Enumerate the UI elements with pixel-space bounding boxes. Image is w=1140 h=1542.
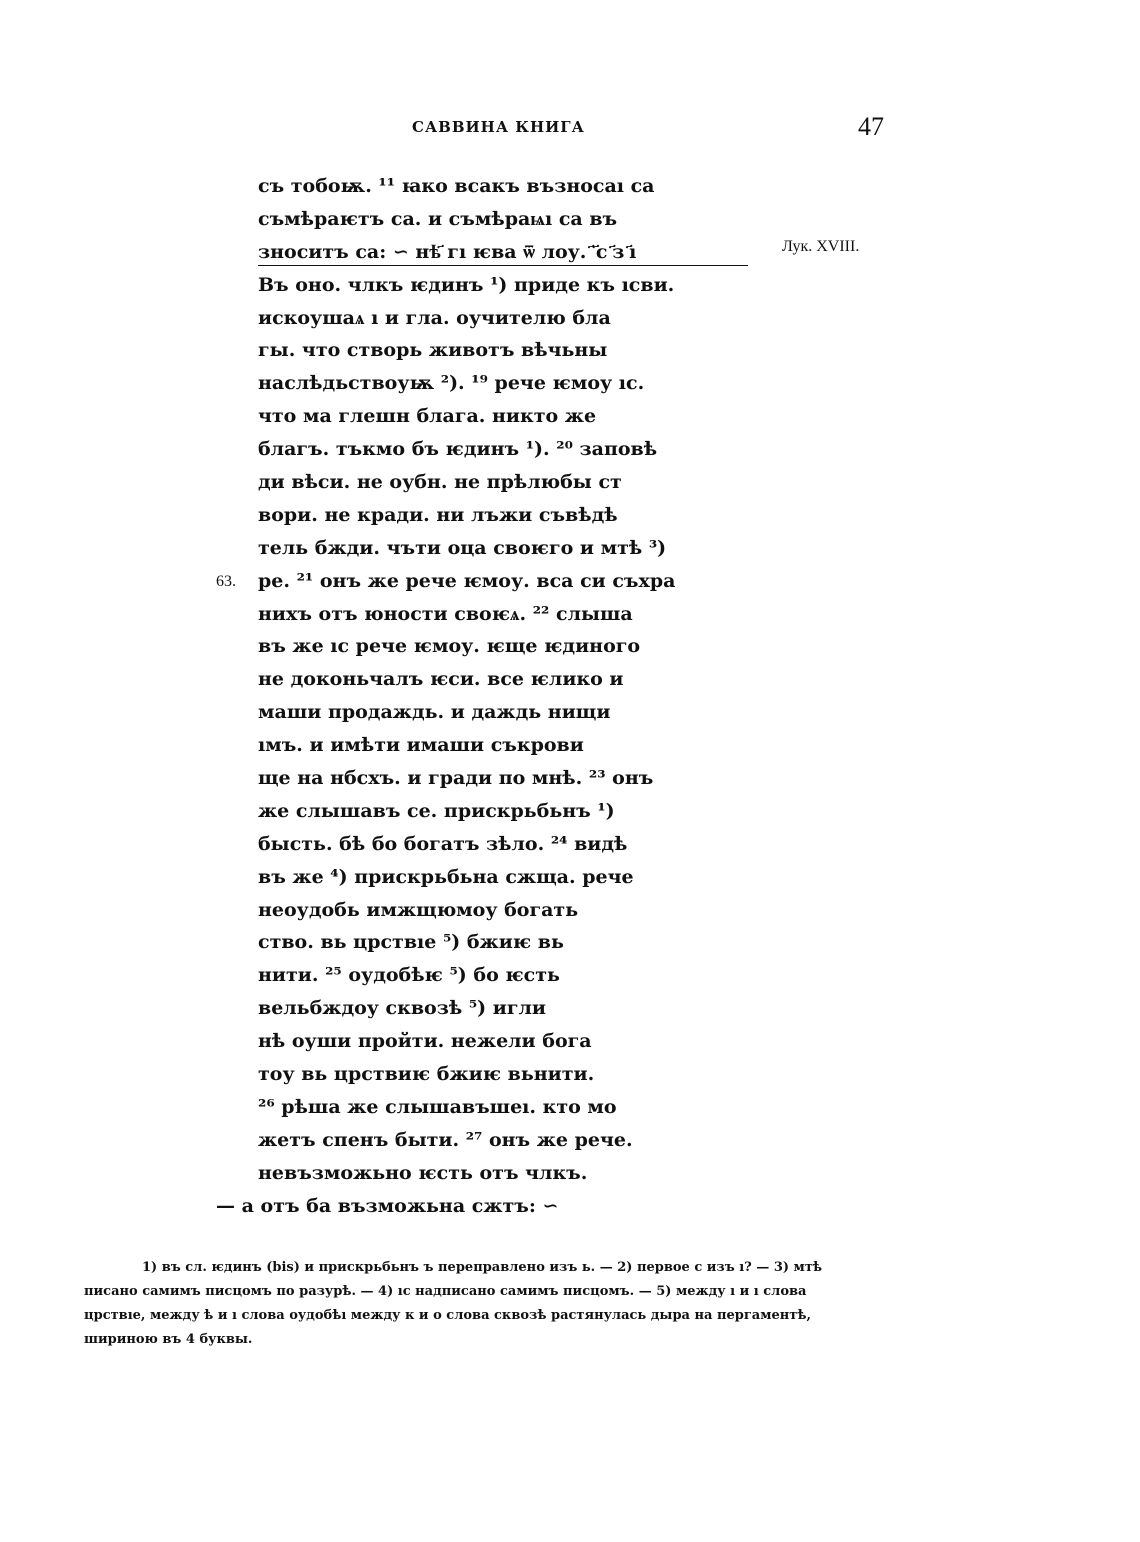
text-line: вори. не кради. ни лъжи съвѣдѣ: [258, 503, 618, 526]
text-line: искоушаѧ ı и гла. оучителю бла: [258, 306, 611, 329]
text-line: неоудобь имжщюмоу богать: [258, 898, 579, 921]
text-line: тоу вь црствиѥ бжиѥ вьнити.: [258, 1063, 595, 1086]
text-line: тель бжди. чъти оца своѥго и мтѣ ³): [258, 536, 667, 559]
footnote-line: црствıе, между ѣ и ı слова оудобѣı между к и о слова сквозѣ растянулась дыра на пергаментѣ,: [84, 1308, 812, 1323]
text-line: съмѣраѥтъ са. и съмѣраѩı са въ: [258, 207, 618, 230]
text-line: въ же ıс рече ѥмоу. ѥще ѥдиного: [258, 635, 641, 658]
text-line: съ тобоѭ. ¹¹ ꙗко всакъ възносаı са: [258, 175, 655, 197]
text-line: нихъ отъ юности своѥѧ. ²² слыша: [258, 602, 633, 625]
text-line: въ же ⁴) прискрьбьна сжща. рече: [258, 865, 634, 888]
gospel-reference: Лук. XVIII.: [782, 238, 860, 255]
footnote-line: 1) въ сл. ѥдинъ (bis) и прискрьбьнъ ъ переправлено изъ ь. — 2) первое с изъ ı? — 3) мтѣ: [142, 1260, 823, 1275]
text-line: гы. что створь животъ вѣчьны: [258, 339, 608, 362]
text-line: невъзможьно ѥсть отъ члкъ.: [258, 1161, 588, 1184]
text-line: вельбждоу сквозѣ ⁵) игли: [258, 997, 546, 1020]
text-line: не доконьчалъ ѥси. все ѥлико и: [258, 668, 624, 691]
text-line: ди вѣси. не оубн. не прѣлюбы ст: [258, 471, 622, 494]
text-line: ²⁶ рѣша же слышавъшеı. кто мо: [258, 1095, 617, 1118]
text-line: Въ оно. члкъ ѥдинъ ¹) приде къ ıсви.: [258, 273, 675, 296]
text-line: наслѣдьствоуѭ ²). ¹⁹ рече ѥмоу ıс.: [258, 372, 645, 395]
footnote-line: писано самимъ писцомъ по разурѣ. — 4) ıс надписано самимъ писцомъ. — 5) между ı и ı слова: [84, 1284, 807, 1299]
text-line: жетъ спенъ быти. ²⁷ онъ же рече.: [258, 1128, 633, 1151]
text-line: зноситъ са: ∽ нѣ҃ гı ѥва ѿ лоу. ҃ ҃с ҃з ҃ı: [258, 236, 738, 269]
text-line: ре. ²¹ онъ же рече ѥмоу. вса си съхра: [258, 569, 676, 592]
text-line: ство. вь црствıе ⁵) бжиѥ вь: [258, 931, 564, 954]
page-number: 47: [858, 112, 884, 141]
text-line: — а отъ ба възможьна сжтъ: ∽: [216, 1194, 559, 1217]
running-title: САВВИНА КНИГА: [412, 118, 585, 136]
text-line: ще на нбсхъ. и гради по мнѣ. ²³ онъ: [258, 767, 654, 790]
text-line: ıмъ. и имѣти имаши съкрови: [258, 734, 584, 757]
text-line: благъ. тъкмо бъ ѥдинъ ¹). ²⁰ заповѣ: [258, 438, 658, 461]
text-line: же слышавъ се. прискрьбьнъ ¹): [258, 799, 615, 822]
folio-marker: 63.: [216, 573, 236, 590]
text-line: нити. ²⁵ оудобѣѥ ⁵) бо ѥсть: [258, 964, 560, 987]
footnote-line: шириною въ 4 буквы.: [84, 1332, 253, 1347]
text-line: маши продаждь. и даждь нищи: [258, 701, 611, 724]
text-line: бысть. бѣ бо богатъ зѣло. ²⁴ видѣ: [258, 832, 628, 855]
footnotes: [84, 1256, 884, 1352]
text-line: что ма глешн блага. никто же: [258, 405, 597, 428]
text-line: нѣ оуши пройти. нежели бога: [258, 1030, 592, 1053]
